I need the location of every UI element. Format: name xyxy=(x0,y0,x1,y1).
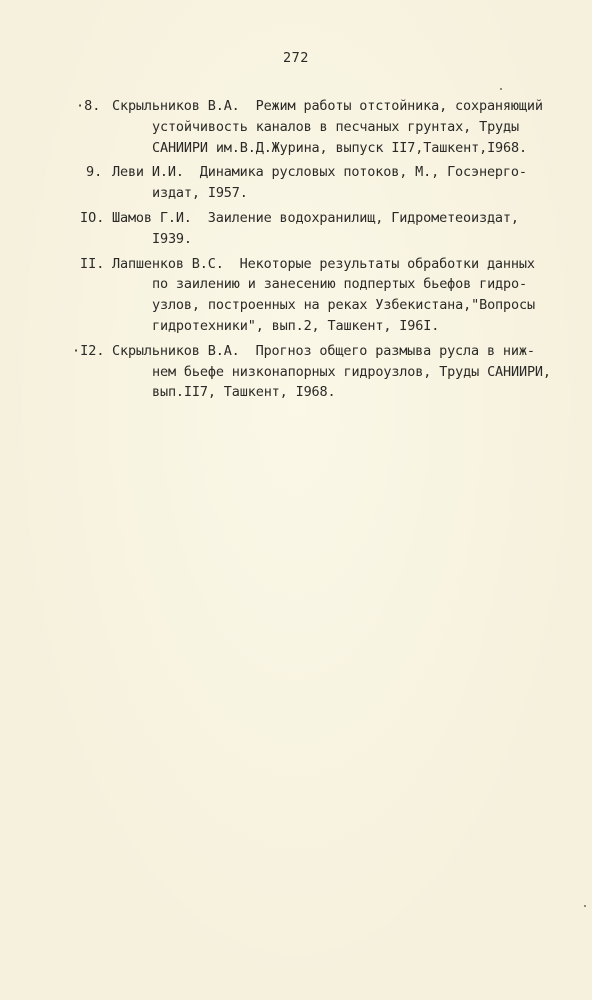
reference-line: издат, I957. xyxy=(152,185,248,202)
reference-number: ·I2. xyxy=(72,342,105,359)
reference-line: узлов, построенных на реках Узбекистана,"Вопросы xyxy=(152,297,535,314)
reference-item-10 xyxy=(72,208,542,250)
reference-item-9 xyxy=(72,162,542,204)
reference-line: по заилению и занесению подпертых бьефов гидро- xyxy=(152,276,527,293)
reference-number: II. xyxy=(80,255,105,272)
page-number: 272 xyxy=(283,50,309,66)
reference-line: нем бьефе низконапорных гидроузлов, Труды САНИИРИ, xyxy=(152,363,551,380)
reference-item-12 xyxy=(72,341,551,403)
reference-line: вып.II7, Ташкент, I968. xyxy=(152,384,336,401)
reference-line: Скрыльников В.А. Режим работы отстойника, сохраняющий xyxy=(112,98,543,114)
reference-line: устойчивость каналов в песчаных грунтах, Труды xyxy=(152,118,519,135)
reference-line: Шамов Г.И. Заиление водохранилищ, Гидрометеоиздат, xyxy=(112,209,519,226)
reference-line: Лапшенков В.С. Некоторые результаты обработки данных xyxy=(112,255,535,272)
reference-line: САНИИРИ им.В.Д.Журина, выпуск II7,Ташкент,I968. xyxy=(152,139,527,156)
reference-line: гидротехники", вып.2, Ташкент, I96I. xyxy=(152,317,440,334)
reference-line: I939. xyxy=(152,230,192,247)
reference-item-8 xyxy=(72,96,542,158)
paper-speck xyxy=(500,88,502,90)
reference-line: Скрыльников В.А. Прогноз общего размыва русла в ниж- xyxy=(112,342,535,359)
reference-number: ·8. xyxy=(76,98,101,114)
reference-line: Леви И.И. Динамика русловых потоков, М., Госэнерго- xyxy=(112,164,527,181)
reference-item-11 xyxy=(72,254,542,337)
reference-number: IO. xyxy=(80,209,105,226)
reference-list xyxy=(72,96,551,407)
reference-number: 9. xyxy=(86,164,103,181)
paper-speck xyxy=(584,905,586,907)
